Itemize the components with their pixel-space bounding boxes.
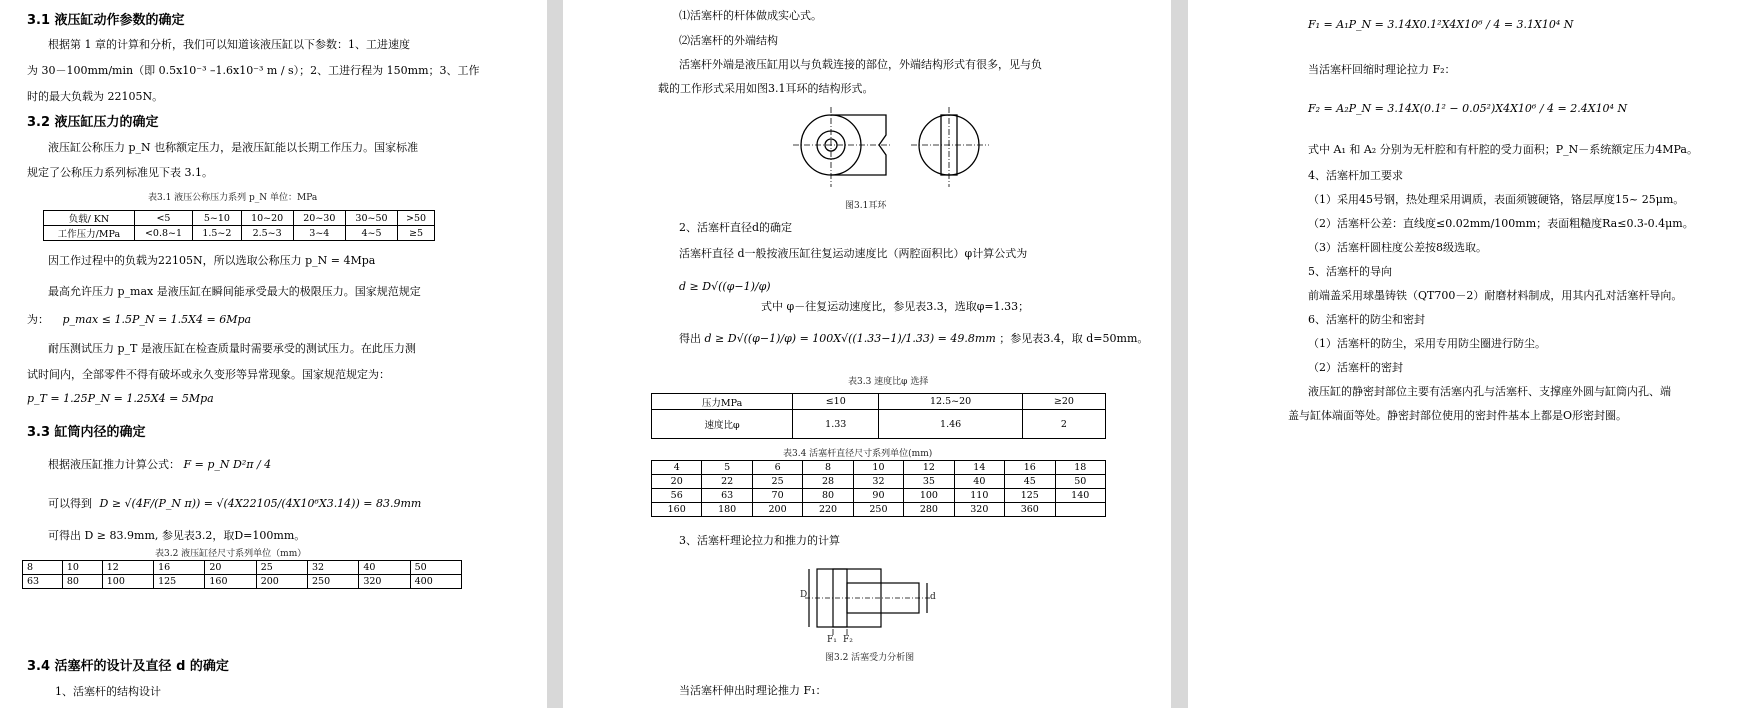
paragraph-line: 当活塞杆回缩时理论拉力 F₂： xyxy=(1308,63,1456,76)
paragraph-line: 时的最大负载为 22105N。 xyxy=(27,90,164,103)
heading-3-2: 3.2 液压缸压力的确定 xyxy=(27,115,159,130)
equation-pull-force: F₂ = A₂P_N = 3.14X(0.1² − 0.05²)X4X10⁶ / 4 = 2.4X10⁴ N xyxy=(1308,102,1628,115)
table-row: 负载/ KN <5 5~10 10~20 20~30 30~50 >50 xyxy=(44,211,435,226)
paragraph-line: 可得出 D ≥ 83.9mm, 参见表3.2，取D=100mm。 xyxy=(48,529,306,542)
paragraph-line: （1）采用45号钢，热处理采用调质，表面须镀硬铬，铬层厚度15~ 25μm。 xyxy=(1308,193,1685,206)
paragraph-line: 最高允许压力 p_max 是液压缸在瞬间能承受最大的极限压力。国家规范规定 xyxy=(48,285,421,298)
paragraph-line: ⑴活塞杆的杆体做成实心式。 xyxy=(679,9,822,22)
heading-3-1: 3.1 液压缸动作参数的确定 xyxy=(27,13,185,28)
paragraph-line: 为 30－100mm/min（即 0.5x10⁻³ –1.6x10⁻³ m / s）；2、工进行程为 150mm；3、工作 xyxy=(27,64,480,77)
bore-diameter-table xyxy=(22,560,462,589)
paragraph-line: 前端盖采用球墨铸铁（QT700－2）耐磨材料制成，用其内孔对活塞杆导向。 xyxy=(1308,289,1683,302)
rod-diameter-table xyxy=(651,460,1106,517)
figure-caption: 图3.2 活塞受力分析图 xyxy=(825,653,915,663)
table-row: 8 10 12 16 20 25 32 40 50 xyxy=(23,561,462,575)
paragraph-line: 5、活塞杆的导向 xyxy=(1308,265,1392,278)
paragraph-line: 得出 d ≥ D√((φ−1)/φ) = 100X√((1.33−1)/1.33) = 49.8mm ；参见表3.4，取 d=50mm。 xyxy=(679,332,1149,345)
paragraph-line: 因工作过程中的负载为22105N，所以选取公称压力 p_N = 4Mpa xyxy=(48,254,376,267)
paragraph-line: 式中 A₁ 和 A₂ 分别为无杆腔和有杆腔的受力面积；P_N－系统额定压力4MPa。 xyxy=(1308,143,1698,156)
heading-3-4: 3.4 活塞杆的设计及直径 d 的确定 xyxy=(27,659,229,674)
paragraph-line: ⑵活塞杆的外端结构 xyxy=(679,34,778,47)
table-caption: 表3.2 液压缸径尺寸系列单位（mm） xyxy=(155,549,307,559)
paragraph-line: 规定了公称压力系列标准见下表 3.1。 xyxy=(27,166,213,179)
table-row: 63 80 100 125 160 200 250 320 400 xyxy=(23,575,462,589)
diagram-label-bore: D xyxy=(800,590,808,600)
paragraph-line: （2）活塞杆的密封 xyxy=(1308,361,1403,374)
paragraph-line: 可以得到 D ≥ √(4F/(P_N π)) = √(4X22105/(4X10⁶X3.14)) = 83.9mm xyxy=(48,497,422,510)
paragraph-line: 当活塞杆伸出时理论推力 F₁： xyxy=(679,684,827,697)
paragraph-line: 耐压测试压力 p_T 是液压缸在检查质量时需要承受的测试压力。在此压力测 xyxy=(48,342,416,355)
paragraph-line: 试时间内，全部零件不得有破坏或永久变形等异常现象。国家规范规定为： xyxy=(27,368,390,381)
speed-ratio-table xyxy=(651,393,1106,439)
table-row: 56 63 70 80 90 100 110 125 140 xyxy=(652,489,1106,503)
paragraph-line: 活塞杆外端是液压缸用以与负载连接的部位，外端结构形式有很多，见与负 xyxy=(679,58,1042,71)
table-row: 20 22 25 28 32 35 40 45 50 xyxy=(652,475,1106,489)
paragraph-line: （3）活塞杆圆柱度公差按8级选取。 xyxy=(1308,241,1487,254)
paragraph-line: 载的工作形式采用如图3.1耳环的结构形式。 xyxy=(658,82,874,95)
figure-caption: 图3.1耳环 xyxy=(845,201,887,211)
equation-push-force: F₁ = A₁P_N = 3.14X0.1²X4X10⁶ / 4 = 3.1X10⁴ N xyxy=(1308,18,1574,31)
equation-rod-diameter: d ≥ D√((φ−1)/φ) xyxy=(679,280,771,293)
table-caption: 表3.1 液压公称压力系列 p_N 单位：MPa xyxy=(148,193,318,203)
paragraph-line: 2、活塞杆直径d的确定 xyxy=(679,221,793,234)
table-row: 160 180 200 220 250 280 320 360 xyxy=(652,503,1106,517)
paragraph-line: 6、活塞杆的防尘和密封 xyxy=(1308,313,1425,326)
pressure-table xyxy=(43,210,435,241)
heading-3-3: 3.3 缸筒内径的确定 xyxy=(27,425,146,440)
equation-force: F = p_N D²π / 4 xyxy=(183,458,272,471)
paragraph-line: 式中 φ－往复运动速度比，参见表3.3，选取φ=1.33； xyxy=(761,300,1030,313)
document-page-1 xyxy=(0,0,547,708)
paragraph-line: 液压缸公称压力 p_N 也称额定压力，是液压缸能以长期工作压力。国家标准 xyxy=(48,141,419,154)
document-page-3 xyxy=(1188,0,1741,708)
ear-ring-drawing xyxy=(791,105,993,195)
table-row: 工作压力/MPa <0.8~1 1.5~2 2.5~3 3~4 4~5 ≥5 xyxy=(44,226,435,241)
paragraph-line: （1）活塞杆的防尘，采用专用防尘圈进行防尘。 xyxy=(1308,337,1546,350)
paragraph-line: （2）活塞杆公差：直线度≤0.02mm/100mm；表面粗糙度Ra≤0.3-0.4μm。 xyxy=(1308,217,1694,230)
table-caption: 表3.3 速度比φ 选择 xyxy=(848,377,929,387)
piston-force-diagram xyxy=(803,563,933,647)
paragraph-line: 4、活塞杆加工要求 xyxy=(1308,169,1403,182)
equation-rod-diameter-value: d ≥ D√((φ−1)/φ) = 100X√((1.33−1)/1.33) = 49.8mm xyxy=(704,332,996,345)
table-row: 速度比φ 1.33 1.46 2 xyxy=(652,410,1106,439)
paragraph-line: 3、活塞杆理论拉力和推力的计算 xyxy=(679,534,840,547)
equation-pt: p_T = 1.25P_N = 1.25X4 = 5Mpa xyxy=(27,392,214,405)
diagram-label-f1: F₁ xyxy=(827,635,837,645)
diagram-label-f2: F₂ xyxy=(843,635,853,645)
document-page-2 xyxy=(563,0,1171,708)
table-row: 4 5 6 8 10 12 14 16 18 xyxy=(652,461,1106,475)
paragraph-line: 盖与缸体端面等处。静密封部位使用的密封件基本上都是O形密封圈。 xyxy=(1288,409,1628,422)
paragraph-line: 活塞杆直径 d一般按液压缸往复运动速度比（两腔面积比）φ计算公式为 xyxy=(679,247,1028,260)
table-caption: 表3.4 活塞杆直径尺寸系列单位(mm) xyxy=(783,449,933,459)
table-row: 压力MPa ≤10 12.5~20 ≥20 xyxy=(652,394,1106,410)
paragraph-line: 为： p_max ≤ 1.5P_N = 1.5X4 = 6Mpa xyxy=(27,313,252,326)
paragraph-line: 根据第 1 章的计算和分析，我们可以知道该液压缸以下参数：1、工进速度 xyxy=(48,38,410,51)
equation-bore-diameter: D ≥ √(4F/(P_N π)) = √(4X22105/(4X10⁶X3.14)) = 83.9mm xyxy=(99,497,422,510)
paragraph-line: 1、活塞杆的结构设计 xyxy=(55,685,161,698)
diagram-label-rod: d xyxy=(930,592,936,602)
equation-pmax: p_max ≤ 1.5P_N = 1.5X4 = 6Mpa xyxy=(62,313,252,326)
paragraph-line: 根据液压缸推力计算公式： F = p_N D²π / 4 xyxy=(48,458,272,471)
paragraph-line: 液压缸的静密封部位主要有活塞内孔与活塞杆、支撑座外圆与缸筒内孔、端 xyxy=(1308,385,1671,398)
